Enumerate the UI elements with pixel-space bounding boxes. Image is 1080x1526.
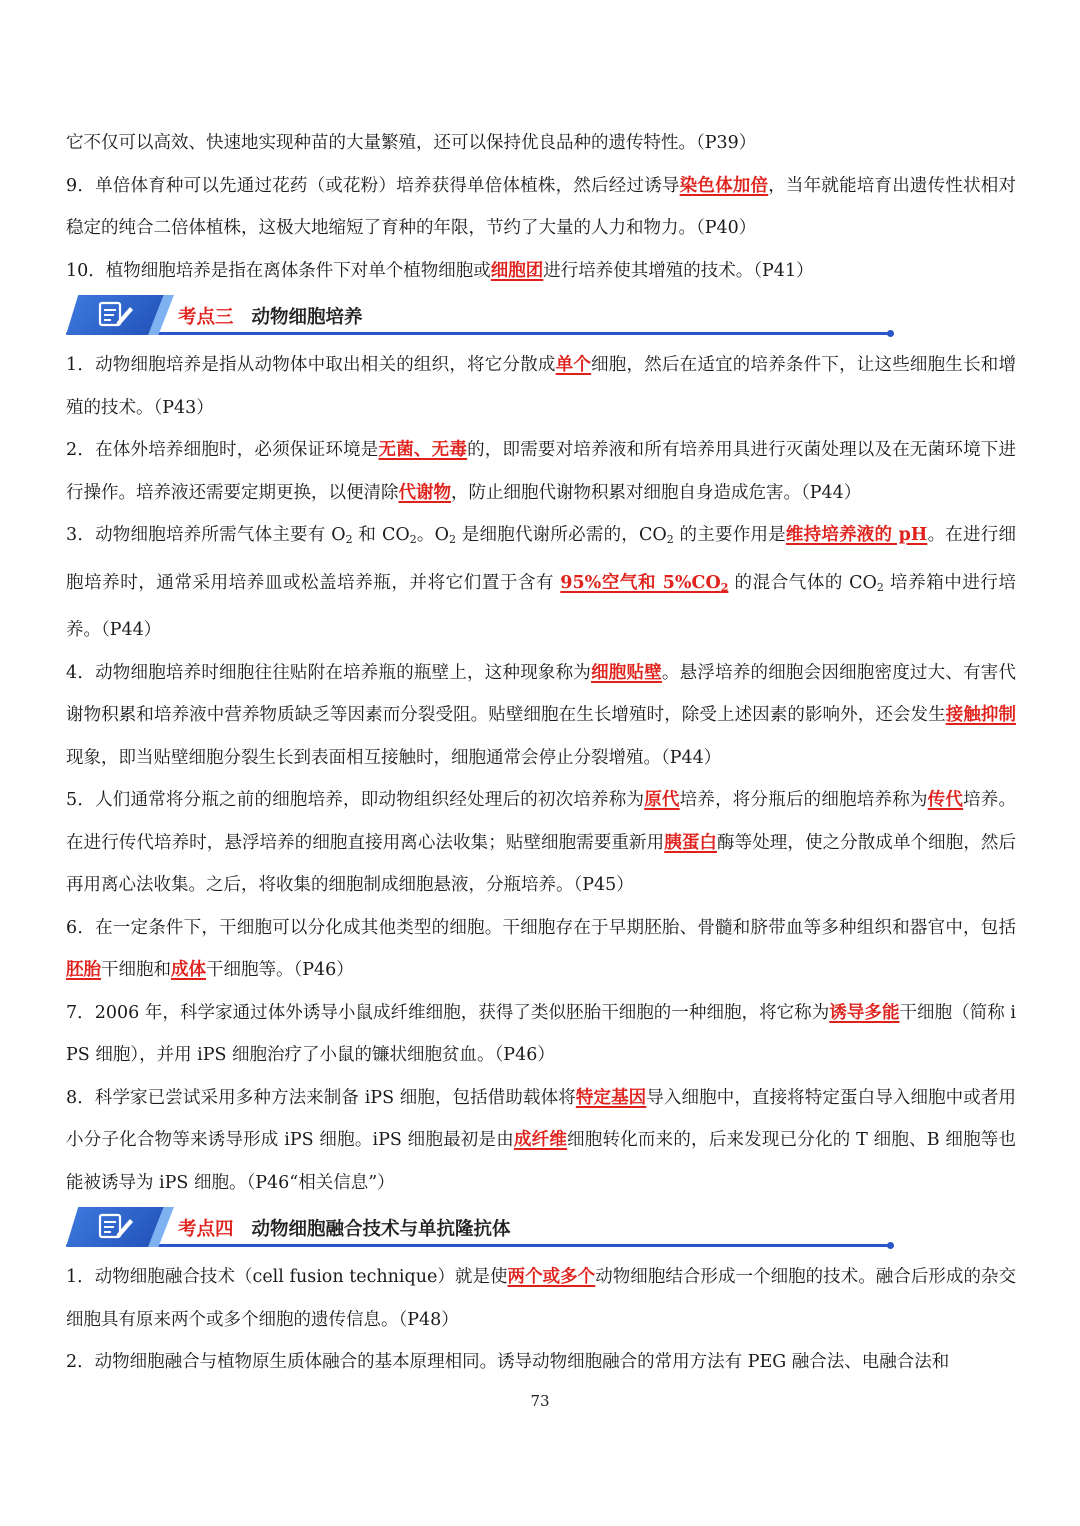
section-title: 考点四 动物细胞融合技术与单抗隆抗体: [178, 1219, 511, 1240]
page-number: 73: [530, 1392, 550, 1410]
answer-highlight: 成体: [171, 960, 206, 980]
answer-highlight: 染色体加倍: [679, 175, 769, 196]
answer-highlight: 传代: [927, 790, 964, 810]
answer-highlight: 接触抑制: [945, 705, 1017, 725]
section3-item-6: 6．在一定条件下，干细胞可以分化成其他类型的细胞。干细胞存在于早期胚胎、骨髓和脐带血等多种组织和器官中，包括胚胎干细胞和成体干细胞等。（P46）: [66, 917, 1016, 980]
section3-item-8: 8．科学家已尝试采用多种方法来制备 iPS 细胞，包括借助载体将特定基因导入细胞中，直接将特定蛋白导入细胞中或者用小分子化合物等来诱导形成 iPS 细胞。iPS 细胞最初是由成纤维细胞转化而来的，后来发现已分化的 T 细胞、B 细胞等也能被诱导为 iPS 细胞。（P46“相关信息”）: [66, 1087, 1017, 1193]
section-header-4: [66, 1205, 1016, 1255]
notepad-pencil-icon: [96, 299, 136, 329]
answer-highlight: 诱导多能: [829, 1002, 900, 1023]
answer-highlight: 单个: [555, 355, 592, 375]
answer-highlight: 维持培养液的 pH: [785, 525, 928, 545]
section-header-3: [66, 293, 1016, 343]
answer-highlight: 成纤维: [513, 1130, 568, 1150]
section-divider: [66, 1244, 888, 1247]
section-divider: [66, 332, 888, 335]
answer-highlight: 无菌、无毒: [378, 440, 468, 460]
section3-item-3: 3．动物细胞培养所需气体主要有 $O_2$ 和 $CO_2$。$O_2$ 是细胞代谢所必需的，$CO_2$ 的主要作用是维持培养液的 pH。在进行细胞培养时，通常采用培养皿或松盖培养瓶，并将它们置于含有 95%空气和 $5\%CO_2$ 的混合气体的 $CO_2$ 培养箱中进行培养。（P44）: [66, 525, 1017, 640]
answer-highlight: 代谢物: [398, 482, 451, 503]
answer-highlight: 两个或多个: [507, 1267, 596, 1287]
section3-item-7: 7．2006 年，科学家通过体外诱导小鼠成纤维细胞，获得了类似胚胎干细胞的一种细胞，将它称为诱导多能干细胞（简称 iPS 细胞），并用 iPS 细胞治疗了小鼠的镰状细胞贫血。（P46）: [66, 1002, 1017, 1065]
section3-item-5: 5．人们通常将分瓶之前的细胞培养，即动物组织经处理后的初次培养称为原代培养，将分瓶后的细胞培养称为传代培养。在进行传代培养时，悬浮培养的细胞直接用离心法收集；贴壁细胞需要重新用胰蛋白酶等处理，使之分散成单个细胞，然后再用离心法收集。之后，将收集的细胞制成细胞悬液，分瓶培养。（P45）: [66, 790, 1017, 895]
section-title: 考点三 动物细胞培养: [178, 307, 363, 328]
paragraph-10: 10．植物细胞培养是指在离体条件下对单个植物细胞或细胞团进行培养使其增殖的技术。（P41）: [66, 260, 814, 281]
section3-item-1: 1．动物细胞培养是指从动物体中取出相关的组织，将它分散成单个细胞，然后在适宜的培养条件下，让这些细胞生长和增殖的技术。（P43）: [66, 355, 1017, 418]
paragraph-continued: 它不仅可以高效、快速地实现种苗的大量繁殖，还可以保持优良品种的遗传特性。（P39）: [66, 133, 757, 153]
section3-item-2: 2．在体外培养细胞时，必须保证环境是无菌、无毒的，即需要对培养液和所有培养用具进行灭菌处理以及在无菌环境下进行操作。培养液还需要定期更换，以便清除代谢物，防止细胞代谢物积累对细胞自身造成危害。（P44）: [66, 440, 1017, 503]
answer-highlight: 细胞团: [490, 260, 544, 281]
notepad-pencil-icon: [96, 1211, 136, 1241]
answer-highlight: 胰蛋白: [664, 832, 718, 853]
document-page: [66, 122, 1016, 1384]
answer-highlight: 特定基因: [575, 1087, 647, 1108]
section4-item-1: 1．动物细胞融合技术（cell fusion technique）就是使两个或多个动物细胞结合形成一个细胞的技术。融合后形成的杂交细胞具有原来两个或多个细胞的遗传信息。（P48）: [66, 1267, 1017, 1330]
answer-highlight: 95%空气和 $5\%CO_2$: [560, 572, 729, 594]
answer-highlight: 原代: [644, 790, 680, 810]
section3-item-4: 4．动物细胞培养时细胞往往贴附在培养瓶的瓶壁上，这种现象称为细胞贴壁。悬浮培养的细胞会因细胞密度过大、有害代谢物积累和培养液中营养物质缺乏等因素而分裂受阻。贴壁细胞在生长增殖时，除受上述因素的影响外，还会发生接触抑制现象，即当贴壁细胞分裂生长到表面相互接触时，细胞通常会停止分裂增殖。（P44）: [66, 662, 1017, 768]
answer-highlight: 胚胎: [66, 960, 101, 980]
section4-item-2: 2．动物细胞融合与植物原生质体融合的基本原理相同。诱导动物细胞融合的常用方法有 PEG 融合法、电融合法和: [66, 1352, 950, 1372]
paragraph-9: 9．单倍体育种可以先通过花药（或花粉）培养获得单倍体植株，然后经过诱导染色体加倍，当年就能培育出遗传性状相对稳定的纯合二倍体植株，这极大地缩短了育种的年限，节约了大量的人力和物力。（P40）: [66, 175, 1017, 238]
answer-highlight: 细胞贴壁: [591, 662, 662, 683]
